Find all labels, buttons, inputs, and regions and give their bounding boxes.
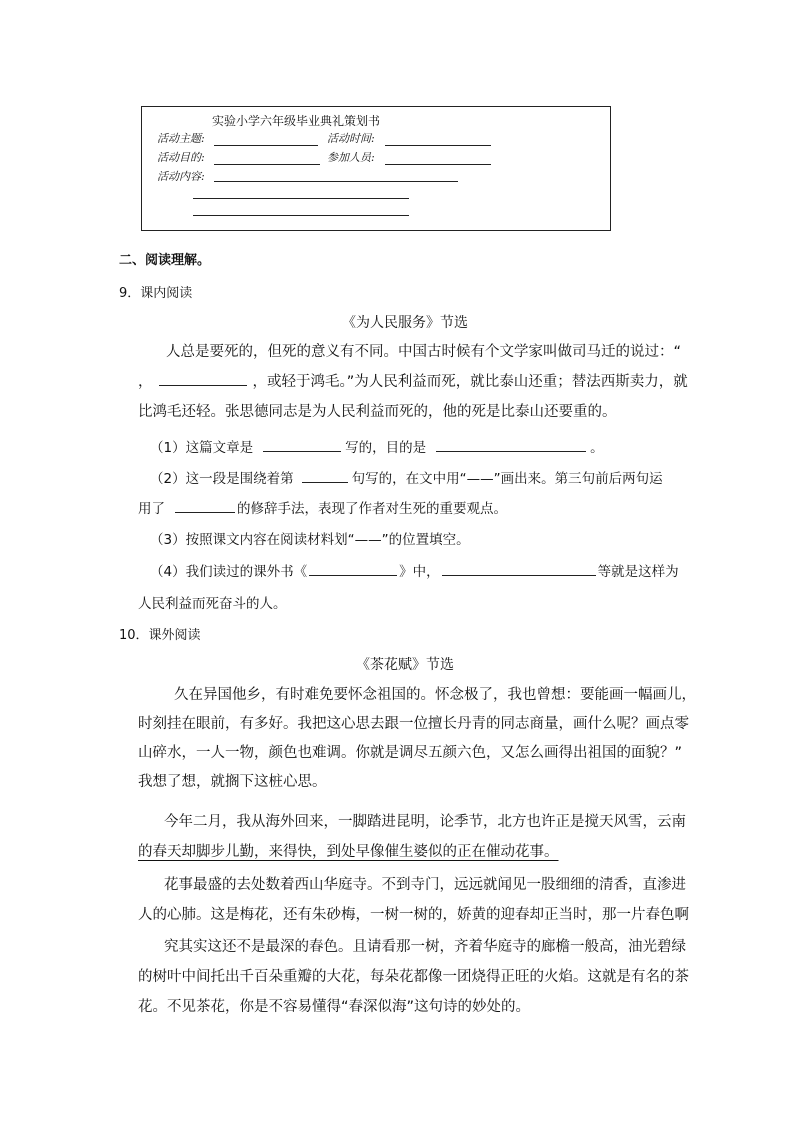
content-blank-3[interactable]	[193, 215, 409, 216]
q10-para2-line2: 的春天却脚步儿勤，来得快，到处早像催生婆似的正在催动花事。	[138, 844, 559, 860]
content-blank-1[interactable]	[214, 181, 458, 182]
q9-sub2-a: （2）这一段是围绕着第	[150, 471, 294, 487]
content-blank-2[interactable]	[193, 198, 409, 199]
q9-sub2-b: 句写的，在文中用“——”画出来。第三句前后两句运	[351, 471, 663, 487]
q9-sub4	[150, 560, 679, 580]
q9-sub4-cont: 人民利益而死奋斗的人。	[138, 596, 287, 612]
q9-blank-author[interactable]	[263, 437, 341, 452]
q9-blank-people[interactable]	[442, 561, 596, 576]
theme-label: 活动主题:	[157, 132, 205, 145]
q9-p1-line3: 比鸿毛还轻。张思德同志是为人民利益而死的，他的死是比泰山还要重的。	[138, 404, 617, 420]
purpose-label: 活动目的:	[157, 151, 205, 164]
q9-blank-sentence[interactable]	[302, 468, 348, 483]
q9-number: 9．课内阅读	[119, 286, 193, 301]
q10-para1-line4: 我想了想，就搁下这桩心思。	[138, 774, 327, 790]
q10-para3-line5: 花。不见茶花，你是不容易懂得“春深似海”这句诗的妙处的。	[138, 999, 531, 1015]
q9-p1-line1: 人总是要死的，但死的意义有不同。中国古时候有个文学家叫做司马迁的说过：“	[166, 344, 682, 360]
plan-title: 实验小学六年级毕业典礼策划书	[212, 114, 381, 128]
q9-blank-book[interactable]	[309, 561, 397, 576]
q9-p1-line2-lead: ，	[138, 374, 153, 390]
q9-blank-rhetoric[interactable]	[175, 498, 235, 513]
q9-blank-quote[interactable]	[159, 371, 247, 386]
q9-sub1-a: （1）这篇文章是	[150, 440, 254, 456]
q9-p1-line2	[138, 367, 688, 397]
q10-para3-line3: 究其实这还不是最深的春色。且请看那一树，齐着华庭寺的廊檐一般高，油光碧绿	[164, 939, 686, 955]
q9-sub3: （3）按照课文内容在阅读材料划“——”的位置填空。	[150, 532, 470, 548]
q10-para3-line4: 的树叶中间托出千百朵重瓣的大花，每朵花都像一团烧得正旺的火焰。这就是有名的茶	[138, 969, 689, 985]
q9-sub1-c: 。	[590, 440, 604, 456]
q10-number: 10．课外阅读	[119, 628, 201, 643]
q10-passage-title: 《茶花赋》节选	[356, 657, 454, 673]
q9-passage-title: 《为人民服务》节选	[342, 315, 468, 331]
q10-para1-line1: 久在异国他乡，有时难免要怀念祖国的。怀念极了，我也曾想：要能画一幅画儿，	[174, 687, 696, 703]
q9-sub1	[150, 436, 604, 456]
q9-sub2	[150, 467, 663, 487]
q9-sub4-a: （4）我们读过的课外书《	[150, 564, 308, 580]
participants-label: 参加人员:	[327, 151, 375, 164]
q10-para1-line2: 时刻挂在眼前，有多好。我把这心思去跟一位擅长丹青的同志商量，画什么呢？画点零	[138, 716, 689, 732]
q9-sub4-b: 》中，	[399, 564, 440, 580]
q10-para3-line2: 人的心肺。这是梅花，还有朱砂梅，一树一树的，娇黄的迎春却正当时，那一片春色啊	[138, 907, 689, 923]
theme-blank[interactable]	[214, 145, 318, 146]
q10-para1-line3: 山碎水，一人一物，颜色也难调。你就是调尽五颜六色，又怎么画得出祖国的面貌？”	[138, 745, 683, 761]
participants-blank[interactable]	[385, 164, 491, 165]
q9-p1-line2-tail: ，或轻于鸿毛。”为人民利益而死，就比泰山还重；替法西斯卖力，就	[252, 374, 688, 390]
q10-para3-line1: 花事最盛的去处数着西山华庭寺。不到寺门，远远就闻见一股细细的清香，直渗进	[164, 877, 686, 893]
q10-para2-line1: 今年二月，我从海外回来，一脚踏进昆明，论季节，北方也许正是搅天风雪，云南	[164, 814, 686, 830]
content-label: 活动内容:	[157, 170, 205, 183]
q9-sub1-b: 写的，目的是	[345, 440, 427, 456]
time-blank[interactable]	[385, 145, 491, 146]
purpose-blank[interactable]	[214, 164, 320, 165]
section-heading: 二、阅读理解。	[119, 253, 211, 268]
q9-sub4-c: 等就是这样为	[597, 564, 679, 580]
q9-sub2-d: 的修辞手法，表现了作者对生死的重要观点。	[237, 501, 507, 517]
q9-sub2-c: 用了	[138, 501, 165, 517]
q9-sub2-cont	[138, 497, 507, 517]
time-label: 活动时间:	[327, 132, 375, 145]
q9-blank-purpose[interactable]	[436, 437, 586, 452]
